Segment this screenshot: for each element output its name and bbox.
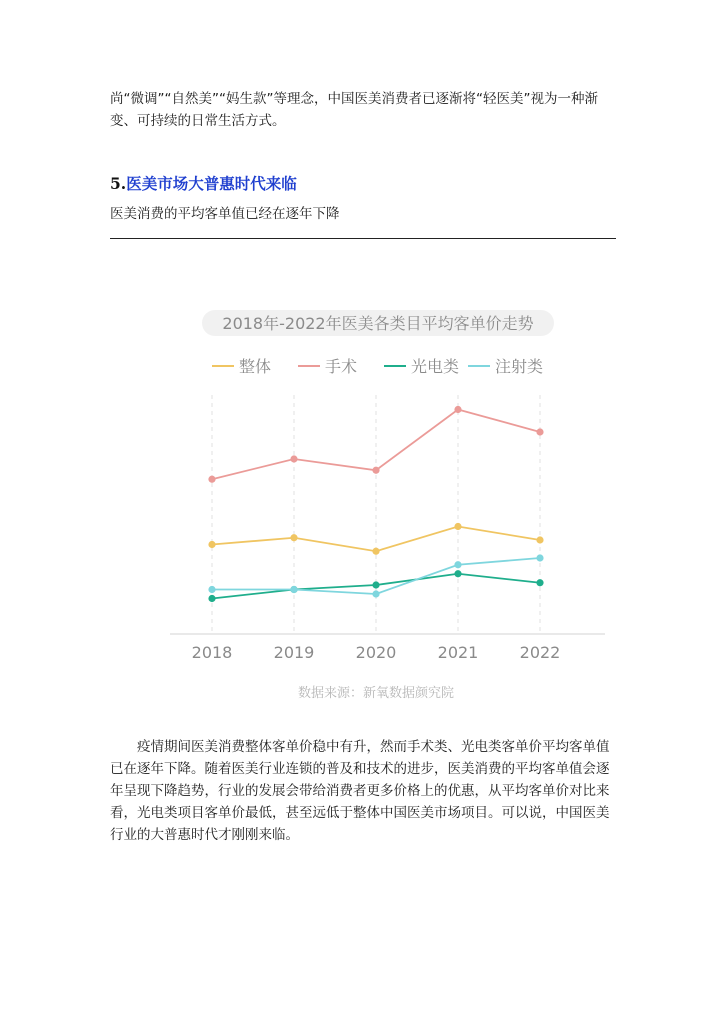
section-title: 医美市场大普惠时代来临: [126, 175, 297, 193]
data-point: [454, 570, 461, 577]
line-chart-figure: [150, 300, 620, 710]
x-tick-label: 2018: [191, 643, 233, 662]
data-point: [290, 586, 297, 593]
data-point: [208, 476, 215, 483]
data-point: [372, 467, 379, 474]
data-point: [536, 536, 543, 543]
data-point: [454, 561, 461, 568]
legend-label: 手术: [325, 357, 358, 376]
intro-paragraph: 尚“微调”“自然美”“妈生款”等理念，中国医美消费者已逐渐将“轻医美”视为一种渐变、可持续的日常生活方式。: [110, 91, 598, 129]
chart-source: 数据来源：新氧数据颜究院: [297, 686, 455, 701]
data-point: [372, 581, 379, 588]
section-number: 5.: [110, 174, 127, 193]
legend-label: 光电类: [411, 357, 460, 376]
x-tick-label: 2021: [437, 643, 479, 662]
x-tick-label: 2022: [519, 643, 561, 662]
chart-title: 2018年-2022年医美各类目平均客单价走势: [222, 314, 534, 333]
data-point: [454, 406, 461, 413]
chart-grid: [212, 395, 540, 634]
divider-line: [110, 238, 616, 239]
data-point: [536, 428, 543, 435]
closing-paragraph: 疫情期间医美消费整体客单价稳中有升，然而手术类、光电类客单价平均客单值已在逐年下降。随着医美行业连锁的普及和技术的进步，医美消费的平均客单值会逐年呈现下降趋势，行业的发展会带给消费者更多价格上的优惠，从平均客单价对比来看，光电类项目客单价最低，甚至远低于整体中国医美市场项目。可以说，中国医美行业的大普惠时代才刚刚来临。: [110, 739, 610, 843]
x-axis-ticks: [192, 643, 561, 662]
data-point: [372, 590, 379, 597]
section-subtitle: 医美消费的平均客单值已经在逐年下降: [110, 206, 340, 222]
line-chart: [150, 300, 620, 710]
data-point: [454, 523, 461, 530]
data-point: [208, 586, 215, 593]
data-point: [372, 548, 379, 555]
data-point: [208, 541, 215, 548]
x-tick-label: 2019: [273, 643, 315, 662]
data-point: [536, 554, 543, 561]
data-point: [290, 455, 297, 462]
data-point: [536, 579, 543, 586]
chart-legend: [212, 357, 543, 376]
data-point: [290, 534, 297, 541]
section-heading: [110, 172, 297, 194]
x-tick-label: 2020: [355, 643, 397, 662]
legend-label: 整体: [239, 357, 272, 376]
legend-label: 注射类: [495, 357, 544, 376]
data-point: [208, 595, 215, 602]
